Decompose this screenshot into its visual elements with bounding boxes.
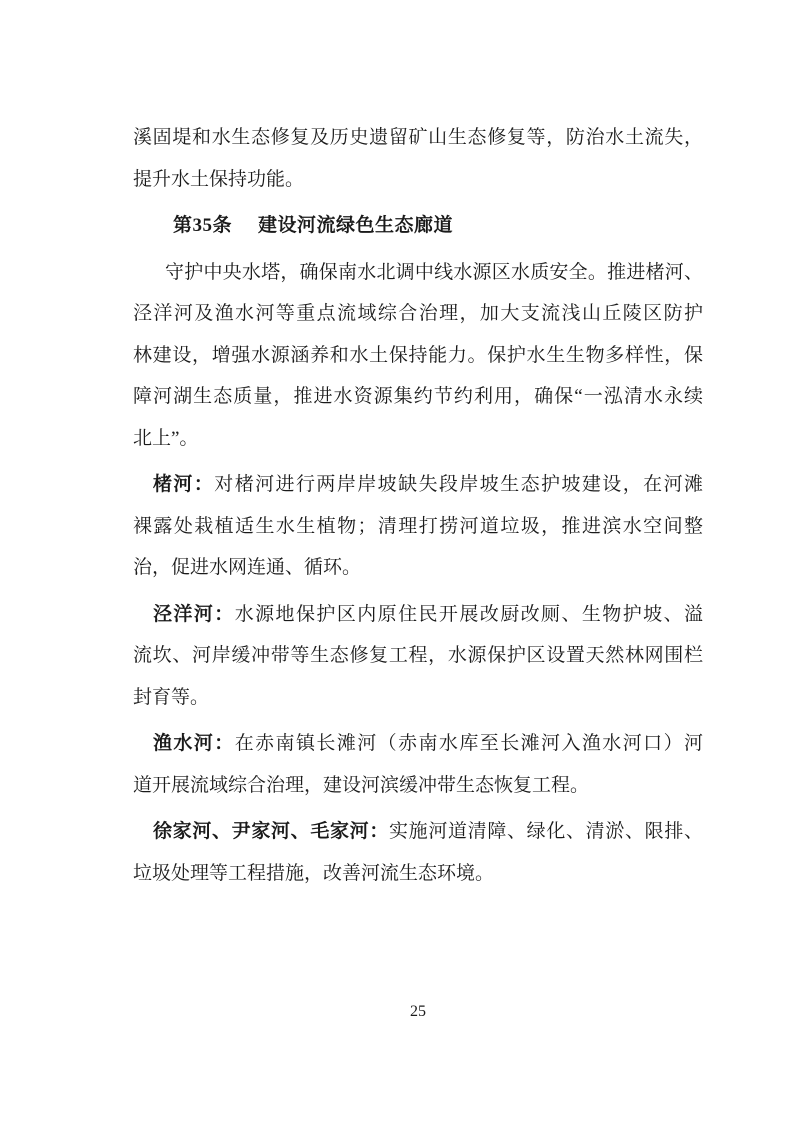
heading-line: [133, 205, 703, 247]
river-name-lead: 楮河：: [153, 474, 215, 495]
text-segment: 水源地保护区内原住民开展改厨改厕、生物护坡、溢: [234, 603, 703, 625]
text-line: 封育等。: [133, 686, 210, 708]
text-line: 治，促进水网连通、循环。: [133, 557, 362, 578]
text-line: 道开展流域综合治理，建设河滨缓冲带生态恢复工程。: [133, 774, 590, 796]
river-name-lead: 徐家河、尹家河、毛家河：: [153, 821, 389, 842]
paragraph-continuation: [133, 117, 703, 200]
paragraph-xujiahe-yinjiahe-maojiahe: [133, 811, 703, 894]
paragraph-chuhe: [133, 464, 703, 589]
paragraph-jingyanghe: [133, 594, 703, 719]
river-name-lead: 泾洋河：: [153, 603, 235, 625]
text-line: 垃圾处理等工程措施，改善河流生态环境。: [133, 862, 495, 884]
text-line: [133, 464, 703, 506]
text-line: 流坎、河岸缓冲带等生态修复工程，水源保护区设置天然林网围栏: [133, 645, 703, 666]
text-line: [133, 594, 703, 636]
text-line: 裸露处栽植适生水生植物；清理打捞河道垃圾，推进滨水空间整: [133, 515, 703, 537]
page-number: 25: [410, 1003, 426, 1020]
text-line: 守护中央水塔，确保南水北调中线水源区水质安全。推进楮河、: [165, 261, 703, 283]
page-body: [133, 117, 703, 899]
paragraph-yushuihe: [133, 723, 703, 806]
text-line: 林建设，增强水源涵养和水土保持能力。保护水生生物多样性，保: [133, 344, 703, 366]
text-line: 溪固堤和水生态修复及历史遗留矿山生态修复等，防治水土流失，: [133, 127, 703, 148]
article-number: 第35条: [173, 215, 233, 236]
text-line: 北上”。: [133, 427, 199, 449]
article-title: 建设河流绿色生态廊道: [258, 215, 454, 236]
text-line: 泾洋河及渔水河等重点流域综合治理，加大支流浅山丘陵区防护: [133, 303, 703, 324]
text-segment: 对楮河进行两岸岸坡缺失段岸坡生态护坡建设，在河滩: [214, 474, 703, 495]
text-line: 提升水土保持功能。: [133, 168, 305, 190]
text-segment: 实施河道清障、绿化、清淤、限排、: [389, 821, 703, 842]
paragraph-overview: [133, 252, 703, 460]
text-line: [133, 723, 703, 765]
text-line: [133, 811, 703, 853]
text-line: 障河湖生态质量，推进水资源集约节约利用，确保“一泓清水永续: [133, 386, 703, 407]
text-segment: 在赤南镇长滩河（赤南水库至长滩河入渔水河口）河: [234, 733, 703, 754]
article-heading: [133, 205, 703, 247]
river-name-lead: 渔水河：: [153, 733, 235, 754]
